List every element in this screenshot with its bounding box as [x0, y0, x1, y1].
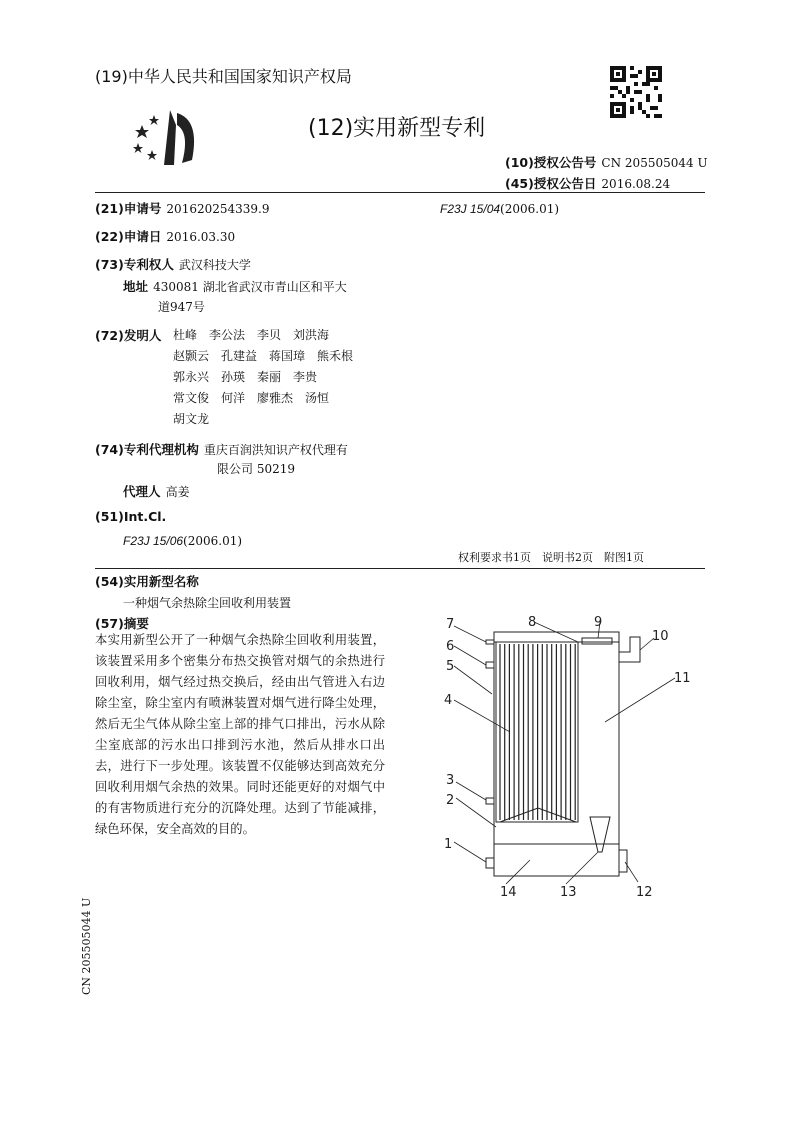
- inventors-line: 赵颢云 孔建益 蒋国璋 熊禾根: [173, 349, 354, 363]
- pub-date-label: (45)授权公告日: [505, 176, 597, 191]
- cnipa-logo: [130, 105, 210, 170]
- agent: 高姜: [165, 485, 190, 499]
- figure-label: 4: [444, 693, 453, 708]
- ipc-main-version: (2006.01): [500, 202, 560, 216]
- biblio-divider: [95, 568, 705, 569]
- holder-label: (73)专利权人: [95, 257, 174, 272]
- figure-label: 12: [636, 885, 653, 900]
- app-number-row: [95, 198, 270, 217]
- inventors-line: 杜峰 李公法 李贝 刘洪海: [173, 328, 330, 342]
- abstract-text: 本实用新型公开了一种烟气余热除尘回收利用装置，该装置采用多个密集分布热交换管对烟气的余热进行回收利用，烟气经过热交换后，经由出气管进入右边除尘室，除尘室内有喷淋装置对烟气进行降尘处理，然后无尘气体从除尘室上部的排气口排出，污水从除尘室底部的污水出口排到污水池，然后从排水口出去，进行下一步处理。该装置不仅能够达到高效充分回收利用烟气余热的效果。同时还能更好的对烟气中的有害物质进行充分的沉降处理。达到了节能减排，绿色环保，安全高效的目的。: [95, 633, 385, 836]
- app-number: 201620254339.9: [166, 202, 270, 216]
- holder-row: [95, 254, 251, 273]
- agency-label: (74)专利代理机构: [95, 442, 199, 457]
- agency-line1: 重庆百润洪知识产权代理有: [203, 443, 348, 457]
- agent-label: 代理人: [123, 484, 161, 499]
- side-publication-number: CN 205505044 U: [80, 897, 93, 995]
- qr-code: [610, 66, 662, 118]
- app-number-label: (21)申请号: [95, 201, 162, 216]
- pub-number-label: (10)授权公告号: [505, 155, 597, 170]
- figure-label: 8: [528, 615, 537, 630]
- address-line2: 道947号: [158, 300, 205, 314]
- address-label: 地址: [123, 279, 149, 294]
- patent-type: (12)实用新型专利: [308, 116, 486, 141]
- inventors-line: 郭永兴 孙瑛 秦丽 李贵: [173, 370, 318, 384]
- agency-line2: 限公司 50219: [217, 462, 295, 476]
- device-figure: [440, 612, 700, 907]
- holder: 武汉科技大学: [178, 258, 251, 272]
- pub-date-row: [505, 173, 670, 192]
- filing-date: 2016.03.30: [166, 230, 236, 244]
- figure-label: 5: [446, 659, 455, 674]
- address-row: [123, 276, 347, 295]
- utility-title: 一种烟气余热除尘回收利用装置: [123, 596, 292, 610]
- figure-label: 9: [594, 615, 603, 630]
- inventors-line: 常文俊 何洋 廖雅杰 汤恒: [173, 391, 330, 405]
- pub-number: CN 205505044 U: [601, 156, 708, 170]
- figure-label: 1: [444, 837, 453, 852]
- intcl: F23J 15/06: [123, 534, 184, 548]
- figure-label: 3: [446, 773, 455, 788]
- figure-label: 6: [446, 639, 455, 654]
- office-name: (19)中华人民共和国国家知识产权局: [95, 67, 352, 86]
- agency-row: [95, 439, 348, 458]
- intcl-version: (2006.01): [183, 534, 243, 548]
- figure-label: 7: [446, 617, 455, 632]
- intcl-label: (51)Int.Cl.: [95, 509, 167, 524]
- figure-label: 14: [500, 885, 517, 900]
- figure-label: 11: [674, 671, 691, 686]
- header-divider: [95, 192, 705, 193]
- inventors-label: (72)发明人: [95, 328, 162, 343]
- ipc-main-row: [440, 198, 559, 217]
- figure-label: 13: [560, 885, 577, 900]
- pub-date: 2016.08.24: [601, 177, 671, 191]
- ipc-main: F23J 15/04: [440, 202, 501, 216]
- figure-label: 10: [652, 629, 669, 644]
- figure-label: 2: [446, 793, 455, 808]
- page-counts: 权利要求书1页 说明书2页 附图1页: [458, 551, 644, 564]
- filing-date-row: [95, 226, 235, 245]
- filing-date-label: (22)申请日: [95, 229, 162, 244]
- agent-row: [123, 481, 190, 500]
- pub-number-row: [505, 152, 708, 171]
- title-label: (54)实用新型名称: [95, 574, 199, 589]
- address-line1: 430081 湖北省武汉市青山区和平大: [153, 280, 347, 294]
- abstract-label: (57)摘要: [95, 616, 149, 631]
- intcl-row: [123, 530, 242, 549]
- inventors-line: 胡文龙: [173, 412, 210, 426]
